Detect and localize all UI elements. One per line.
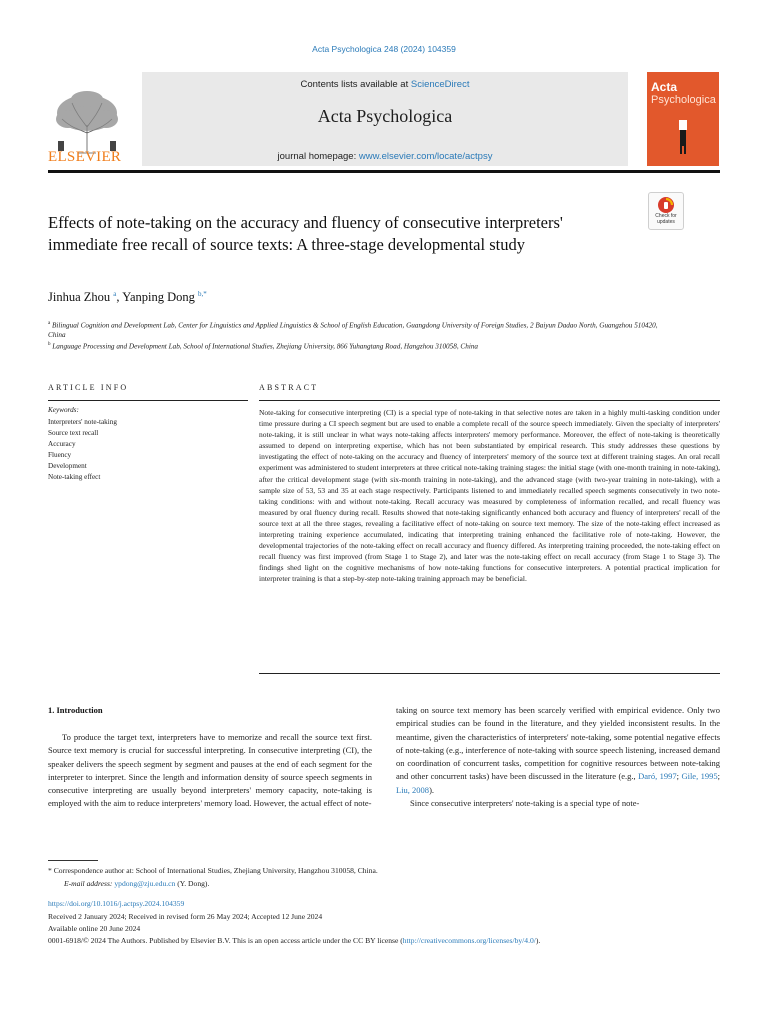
citation-link-liu[interactable]: Liu, 2008	[396, 784, 430, 795]
check-updates-label: Check for updates	[655, 213, 677, 225]
journal-cover-thumbnail[interactable]	[647, 72, 719, 166]
keyword-item: Interpreters' note-taking	[48, 418, 117, 426]
journal-homepage-line	[142, 151, 628, 162]
affiliation-a-text: Bilingual Cognition and Development Lab, Center for Linguistics and Applied Linguistics & School of English Education, Guangdong University of Foreign Studies, 2 Baiyun Dadao North, Guangzhou 510420, China	[48, 321, 658, 340]
check-for-updates-badge[interactable]	[648, 192, 684, 230]
affiliation-a-marker: a	[48, 321, 51, 326]
article-title: Effects of note-taking on the accuracy and fluency of consecutive interpreters' immediate free recall of source texts: A three-stage developmental study	[48, 213, 563, 254]
abstract-heading: ABSTRACT	[259, 383, 319, 392]
journal-homepage-link[interactable]: www.elsevier.com/locate/actpsy	[358, 151, 493, 162]
author-name: Yanping Dong	[122, 290, 195, 305]
doi-link[interactable]: https://doi.org/10.1016/j.actpsy.2024.104359	[48, 899, 185, 908]
body-paragraph: To produce the target text, interpreters have to memorize and recall the source text first. Source text memory is crucial for successful interpreting. In consecutive interpreting (CI), the speaker delivers the speech segment by segment and pauses at the end of each segment for the interpreter to interpret. Since the length and information density of source speech segments in consecutive interpreting are usually beyond interpreters' memory capacity, note-taking is employed with the aim to reduce interpreters' memory load. However, the actual effect of note-	[48, 732, 372, 809]
paragraph-text: taking on source text memory has been scarcely verified with empirical evidence. Only two empirical studies can be found in the literature, and they yielded inconsistent results. In the meantime, given the characteristics of interpreters' note-taking, some potential negative effects of note-taking (e.g., interference of note-taking with source speech listening, increased demand on coordination of concurrent tasks, competition for cognitive resources between note-taking and other concurrent tasks) have been discussed in the literature (e.g.,	[396, 705, 720, 782]
body-paragraph: Since consecutive interpreters' note-taking is a special type of note-	[410, 798, 640, 809]
body-column-right	[396, 704, 720, 810]
cover-title-line1: Acta	[651, 80, 678, 94]
body-column-left	[48, 731, 372, 811]
journal-title: Acta Psychologica	[317, 106, 453, 126]
paragraph-text: ).	[429, 784, 435, 795]
affiliation-b	[48, 340, 668, 351]
sciencedirect-link[interactable]: ScienceDirect	[410, 79, 470, 90]
license-link[interactable]: http://creativecommons.org/licenses/by/4.0/	[402, 936, 536, 945]
author-list	[48, 290, 207, 305]
keyword-item: Accuracy	[48, 440, 76, 449]
correspondence-footnote: * Correspondence author at: School of International Studies, Zhejiang University, Hangzhou 310058, China.	[48, 866, 378, 875]
section-heading-introduction: 1. Introduction	[48, 705, 103, 715]
keyword-item: Development	[48, 462, 87, 471]
received-dates: Received 2 January 2024; Received in revised form 26 May 2024; Accepted 12 June 2024	[48, 912, 323, 921]
contents-available-line	[142, 79, 628, 90]
abstract-rule	[259, 400, 720, 401]
check-updates-icon	[657, 196, 675, 214]
email-suffix: (Y. Dong).	[175, 879, 210, 888]
citation-link-daro[interactable]: Daró, 1997	[638, 771, 677, 782]
journal-citation[interactable]: Acta Psychologica 248 (2024) 104359	[312, 44, 456, 54]
email-link[interactable]: ypdong@zju.edu.cn	[114, 879, 176, 888]
keyword-item: Note-taking effect	[48, 473, 101, 482]
available-online-date: Available online 20 June 2024	[48, 924, 141, 933]
affiliation-marker[interactable]: a	[113, 290, 117, 298]
affiliation-a	[48, 319, 668, 340]
affiliation-marker[interactable]: b,*	[198, 290, 207, 298]
author-name: Jinhua Zhou	[48, 290, 111, 305]
keyword-item: Source text recall	[48, 429, 99, 438]
email-footnote	[64, 879, 209, 888]
license-suffix: ).	[535, 936, 541, 945]
article-info-heading: ARTICLE INFO	[48, 383, 129, 392]
license-statement	[48, 936, 738, 945]
article-info-rule	[48, 400, 248, 401]
footnote-rule	[48, 860, 98, 861]
affiliation-b-text: Language Processing and Development Lab, School of International Studies, Zhejiang University, 866 Yuhangtang Road, Hangzhou 310058, China	[52, 342, 479, 351]
contents-prefix: Contents lists available at	[300, 79, 411, 90]
citation-link-gile[interactable]: Gile, 1995	[681, 771, 718, 782]
body-paragraph	[396, 704, 720, 797]
keywords-list	[48, 417, 117, 484]
header-divider	[48, 170, 720, 173]
abstract-bottom-rule	[259, 673, 720, 674]
homepage-prefix: journal homepage:	[277, 151, 359, 162]
abstract-body: Note-taking for consecutive interpreting (CI) is a special type of note-taking in that selective notes are taken in a highly multi-tasking condition under time pressure during a CI speech segment but are used to enable a complete recall of the source speech immediately. Given the specialty of interpreters' note-taking, it is still unclear in what ways note-taking affects interpreters' memory performance. Moreover, the effect of note-taking is theoretically assumed to depend on interpreting expertise, which has not been substantiated by empirical research. This study addresses these questions by investigating the effect of note-taking on the accuracy and fluency of interpreters' memory of the source text at different training stages. An oral recall experiment was administered to student interpreters at three critical note-taking training stages: the initial stage (with one-month training in note-taking), after the critical development stage (with six-month training in note-taking), and the advanced stage (with two-year training in note-taking), with a sample size of 53, 53 and 35 at each stage respectively. Participants listened to and immediately recalled speech segments consecutively in two note-taking conditions: with and without note-taking. Recall accuracy was measured by completeness of information recalled, and recall fluency was measured by oral fluency during recall. Results showed that note-taking significantly enhanced both accuracy and fluency of interpreters' recall of the source text at all the three stages, revealing a facilitative effect of note-taking on source text memory. The size of the note-taking effect increased as interpreting training experience accumulated, indicating that interpreting training enhanced the facilitative role of note-taking. However, the developmental trajectories of the note-taking effect on recall accuracy and fluency differed. As interpreting training proceeded, the note-taking effect on recall fluency was first improved (from Stage 1 to Stage 2), and later was the note-taking effect on recall accuracy (from Stage 1 to Stage 3). The findings shed light on the cognitive mechanisms of how note-taking functions for consecutive interpreters. A potential practical implication for interpreter training is that a step-by-step note-taking training approach may be beneficial.	[259, 408, 720, 584]
elsevier-wordmark: ELSEVIER	[48, 149, 122, 165]
citation-separator: ;	[676, 771, 682, 782]
cover-title-line2: Psychologica	[651, 94, 716, 106]
cover-figure-icon	[673, 116, 693, 156]
affiliation-b-marker: b	[48, 342, 51, 347]
author-separator: ,	[116, 290, 123, 305]
license-prefix: 0001-6918/© 2024 The Authors. Published by Elsevier B.V. This is an open access article under the CC BY license (	[48, 936, 403, 945]
keywords-label: Keywords:	[48, 406, 79, 414]
keyword-item: Fluency	[48, 451, 72, 460]
email-label: E-mail address:	[64, 879, 115, 888]
citation-separator: ;	[717, 771, 720, 782]
